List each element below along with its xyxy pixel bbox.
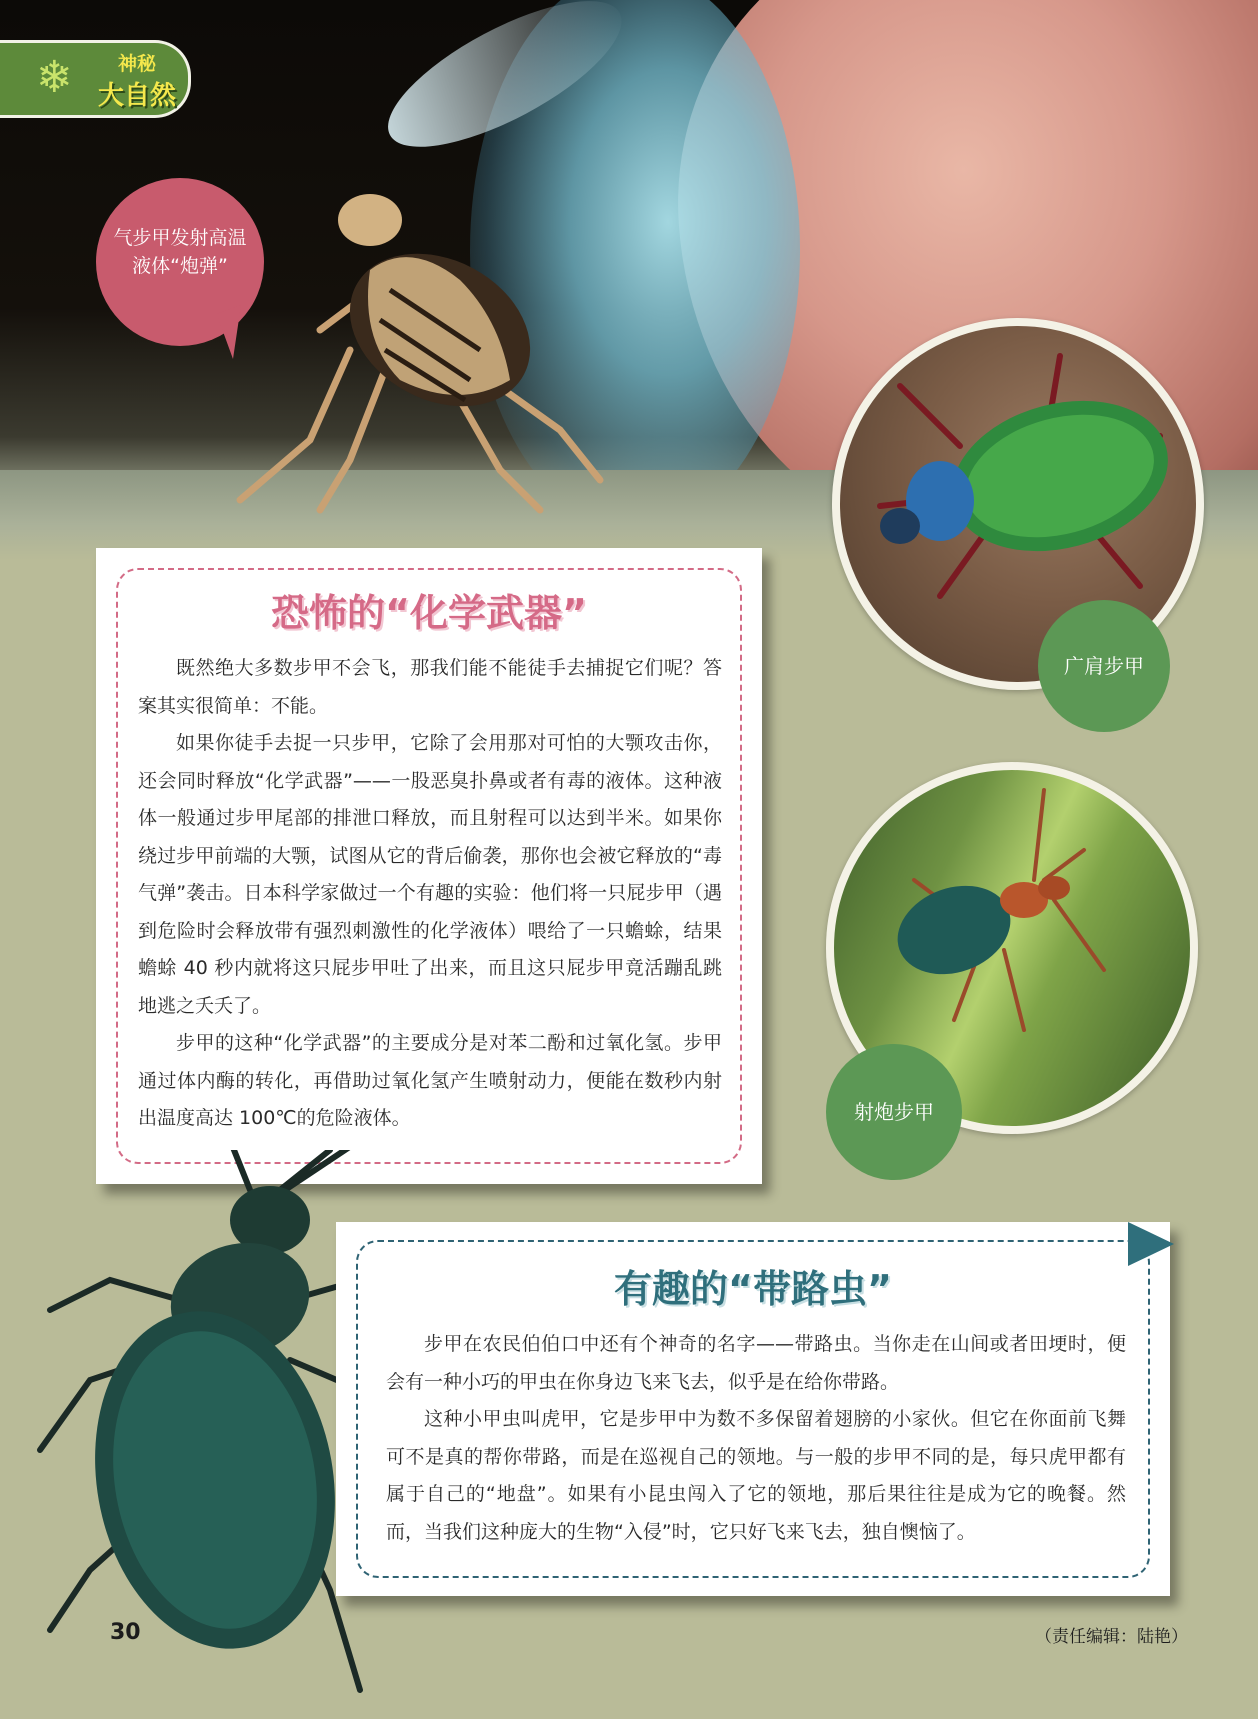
section2-title: 有趣的“带路虫” xyxy=(614,1267,892,1311)
caption-bubble xyxy=(96,178,264,346)
section1-body xyxy=(138,650,722,1138)
brand-line2: 大自然 xyxy=(98,81,177,111)
section2-paragraph: 这种小甲虫叫虎甲，它是步甲中为数不多保留着翅膀的小家伙。但它在你面前飞舞可不是真的帮你带路，而是在巡视自己的领地。与一般的步甲不同的是，每只虎甲都有属于自己的“地盘”。如果有小昆虫闯入了它的领地，那后果往往是成为它的晚餐。然而，当我们这种庞大的生物“入侵”时，它只好飞来飞去，独自懊恼了。 xyxy=(386,1408,1126,1543)
label-broad-shouldered-beetle: 广肩步甲 xyxy=(1038,600,1170,732)
caption-line2: 液体“炮弹” xyxy=(132,255,228,277)
box2-corner-triangle xyxy=(1128,1222,1174,1266)
snowflake-icon: ❄ xyxy=(36,52,73,103)
section2-box xyxy=(336,1222,1170,1596)
caption-bubble-text xyxy=(104,224,256,280)
page-number: 30 xyxy=(110,1620,141,1645)
section2-body xyxy=(386,1326,1126,1551)
section1-paragraph: 如果你徒手去捉一只步甲，它除了会用那对可怕的大颚攻击你，还会同时释放“化学武器”——一股恶臭扑鼻或者有毒的液体。这种液体一般通过步甲尾部的排泄口释放，而且射程可以达到半米。如果你绕过步甲前端的大颚，试图从它的背后偷袭，那你也会被它释放的“毒气弹”袭击。日本科学家做过一个有趣的实验：他们将一只屁步甲（遇到危险时会释放带有强烈刺激性的化学液体）喂给了一只蟾蜍，结果蟾蜍 40 秒内就将这只屁步甲吐了出来，而且这只屁步甲竟活蹦乱跳地逃之夭夭了。 xyxy=(138,732,722,1017)
editor-credit: （责任编辑：陆艳） xyxy=(1035,1627,1188,1647)
bombardier-beetle-illustration xyxy=(200,180,700,520)
label-bombardier-beetle: 射炮步甲 xyxy=(826,1044,962,1180)
section1-title: 恐怖的“化学武器” xyxy=(271,591,587,635)
caption-line1: 气步甲发射高温 xyxy=(113,227,247,249)
section1-paragraph: 既然绝大多数步甲不会飞，那我们能不能徒手去捕捉它们呢？答案其实很简单：不能。 xyxy=(138,657,722,717)
brand-badge xyxy=(0,40,191,118)
section1-box xyxy=(96,548,762,1184)
section2-paragraph: 步甲在农民伯伯口中还有个神奇的名字——带路虫。当你走在山间或者田埂时，便会有一种小巧的甲虫在你身边飞来飞去，似乎是在给你带路。 xyxy=(386,1333,1126,1393)
brand-line1: 神秘 xyxy=(118,53,157,75)
section1-paragraph: 步甲的这种“化学武器”的主要成分是对苯二酚和过氧化氢。步甲通过体内酶的转化，再借助过氧化氢产生喷射动力，便能在数秒内射出温度高达 100℃的危险液体。 xyxy=(138,1032,722,1129)
